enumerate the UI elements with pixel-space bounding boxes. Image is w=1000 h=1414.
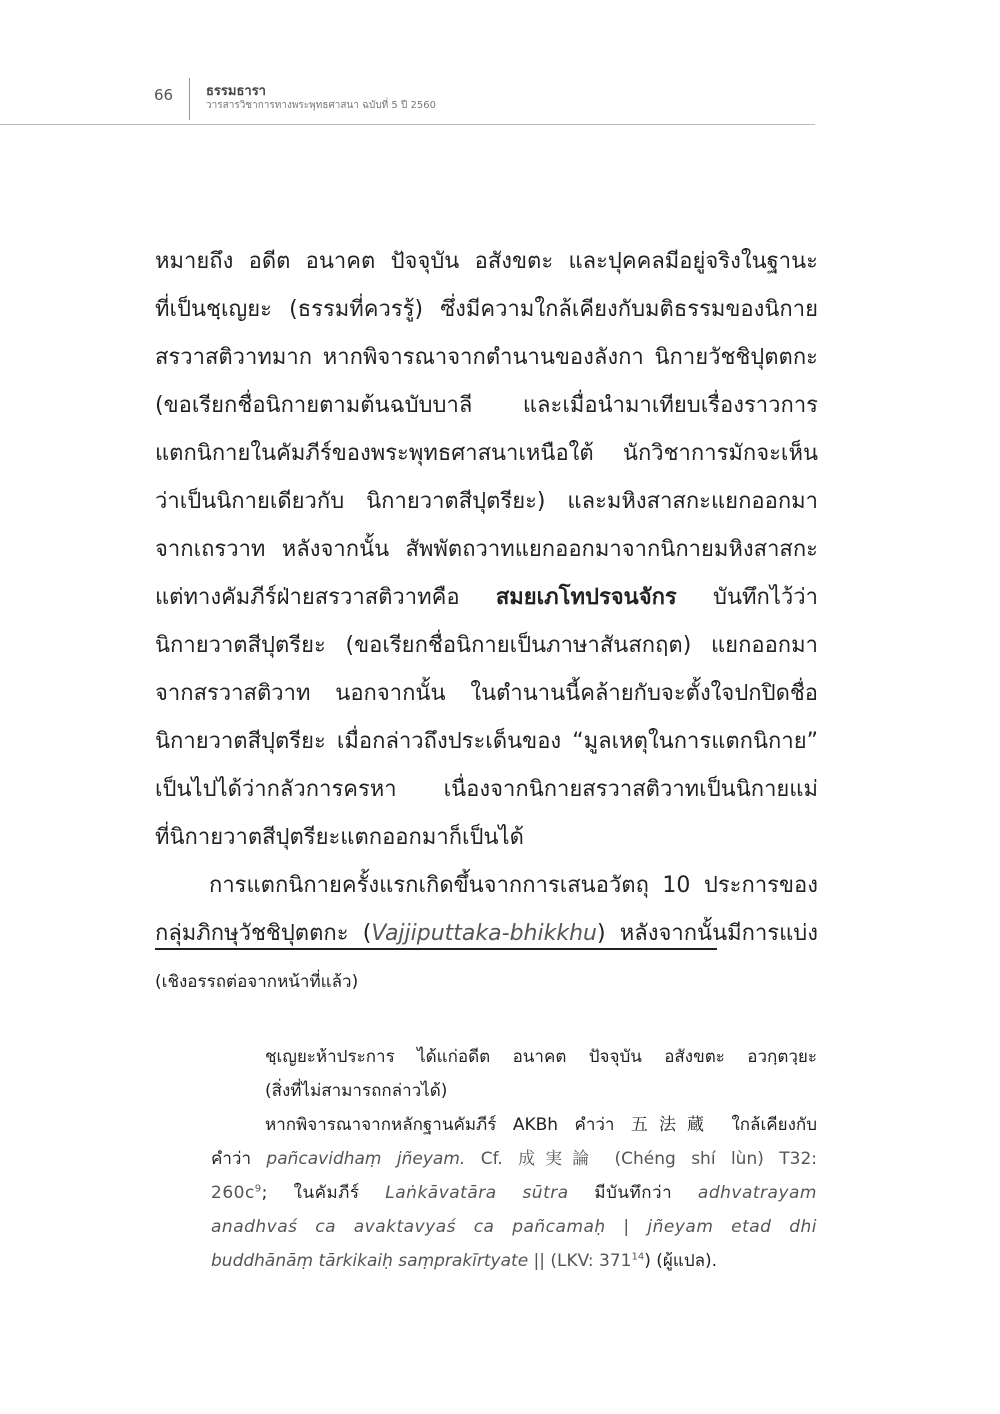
- footnote-continued: (เชิงอรรถต่อจากหน้าที่แล้ว): [155, 972, 359, 992]
- sanskrit-term: Laṅkāvatāra sūtra: [385, 1183, 569, 1203]
- body-line: [155, 574, 818, 622]
- body-line: (ขอเรียกชื่อนิกายตามต้นฉบับบาลี และเมื่อนำมาเทียบเรื่องราวการ: [155, 393, 818, 418]
- body-line: สรวาสติวาทมาก หากพิจารณาจากตำนานของลังกา นิกายวัชชิปุตตกะ: [155, 345, 818, 370]
- body-line: จากเถรวาท หลังจากนั้น สัพพัตถวาทแยกออกมาจากนิกายมหิงสาสกะ: [155, 537, 818, 562]
- line-text: คำว่า: [211, 1149, 267, 1169]
- journal-subtitle: วารสารวิชาการทางพระพุทธศาสนา ฉบับที่ 5 ปี 2560: [206, 100, 436, 111]
- journal-title: ธรรมธารา: [206, 84, 266, 99]
- body-line: [155, 910, 818, 958]
- body-line: ว่าเป็นนิกายเดียวกับ นิกายวาตสีปุตรียะ) และมหิงสาสกะแยกออกมา: [155, 489, 818, 514]
- line-text: บันทึกไว้ว่า: [676, 585, 818, 610]
- line-text: ) หลังจากนั้นมีการแบ่ง: [596, 921, 818, 946]
- footnote-line: ชฺเญยะห้าประการ ได้แก่อดีต อนาคต ปัจจุบัน อสังขตะ อวกฺตวฺยะ: [265, 1047, 817, 1067]
- line-text: ) (ผู้แปล).: [644, 1251, 718, 1271]
- footnote-line: (สิ่งที่ไม่สามารถกล่าวได้): [265, 1081, 448, 1101]
- body-line: จากสรวาสติวาท นอกจากนั้น ในตำนานนี้คล้ายกับจะตั้งใจปกปิดชื่อ: [155, 681, 818, 706]
- body-line: นิกายวาตสีปุตรียะ เมื่อกล่าวถึงประเด็นของ “มูลเหตุในการแตกนิกาย”: [155, 729, 818, 754]
- footnote-line: หากพิจารณาจากหลักฐานคัมภีร์ AKBh คำว่า 五法蔵 ใกล้เคียงกับ: [265, 1115, 817, 1135]
- line-text: ; ในคัมภีร์: [261, 1183, 386, 1203]
- line-text: 260c: [211, 1183, 255, 1203]
- header-rule: [0, 124, 815, 125]
- sanskrit-term: pañcavidhaṃ jñeyam.: [266, 1149, 466, 1169]
- running-header: [0, 78, 1000, 126]
- footnote-line: [211, 1176, 817, 1210]
- text-title-bold: สมยเภโทปรจนจักร: [495, 585, 677, 610]
- line-text: มีบันทึกว่า: [568, 1183, 698, 1203]
- footnote-line: [211, 1244, 817, 1278]
- body-line: หมายถึง อดีต อนาคต ปัจจุบัน อสังขตะ และปุคคลมีอยู่จริงในฐานะ: [155, 249, 818, 274]
- superscript: 14: [631, 1251, 645, 1263]
- superscript: 9: [254, 1183, 262, 1195]
- body-line: นิกายวาตสีปุตรียะ (ขอเรียกชื่อนิกายเป็นภาษาสันสกฤต) แยกออกมา: [155, 633, 818, 658]
- body-line: แตกนิกายในคัมภีร์ของพระพุทธศาสนาเหนือใต้ นักวิชาการมักจะเห็น: [155, 441, 818, 466]
- footnote-line: [211, 1142, 817, 1176]
- footnote-line: anadhvaś ca avaktavyaś ca pañcamaḥ | jñeyam etad dhi: [211, 1217, 817, 1237]
- line-text: Cf. 成実論 (Chéng shí lùn) T32:: [465, 1149, 817, 1169]
- body-line: เป็นไปได้ว่ากลัวการครหา เนื่องจากนิกายสรวาสติวาทเป็นนิกายแม่: [155, 777, 818, 802]
- line-text: แต่ทางคัมภีร์ฝ่ายสรวาสติวาทคือ: [155, 585, 496, 610]
- line-text: (LKV: 371: [545, 1251, 632, 1271]
- header-divider: [189, 78, 190, 120]
- sanskrit-term: buddhānāṃ tārkikaiḥ saṃprakīrtyate ||: [211, 1251, 546, 1271]
- footnote-rule: [155, 948, 717, 950]
- line-text: กลุ่มภิกษุวัชชิปุตตกะ (: [155, 921, 372, 946]
- sanskrit-term: adhvatrayam: [697, 1183, 817, 1203]
- body-line: ที่นิกายวาตสีปุตรียะแตกออกมาก็เป็นได้: [155, 825, 524, 850]
- body-line: การแตกนิกายครั้งแรกเกิดขึ้นจากการเสนอวัตถุ 10 ประการของ: [209, 873, 818, 898]
- footnote-block: [211, 1040, 817, 1278]
- body-text: [155, 238, 818, 958]
- body-line: ที่เป็นชฺเญยะ (ธรรมที่ควรรู้) ซึ่งมีความใกล้เคียงกับมติธรรมของนิกาย: [155, 297, 818, 322]
- pali-term: Vajjiputtaka-bhikkhu: [371, 921, 597, 946]
- page-number: 66: [154, 86, 174, 104]
